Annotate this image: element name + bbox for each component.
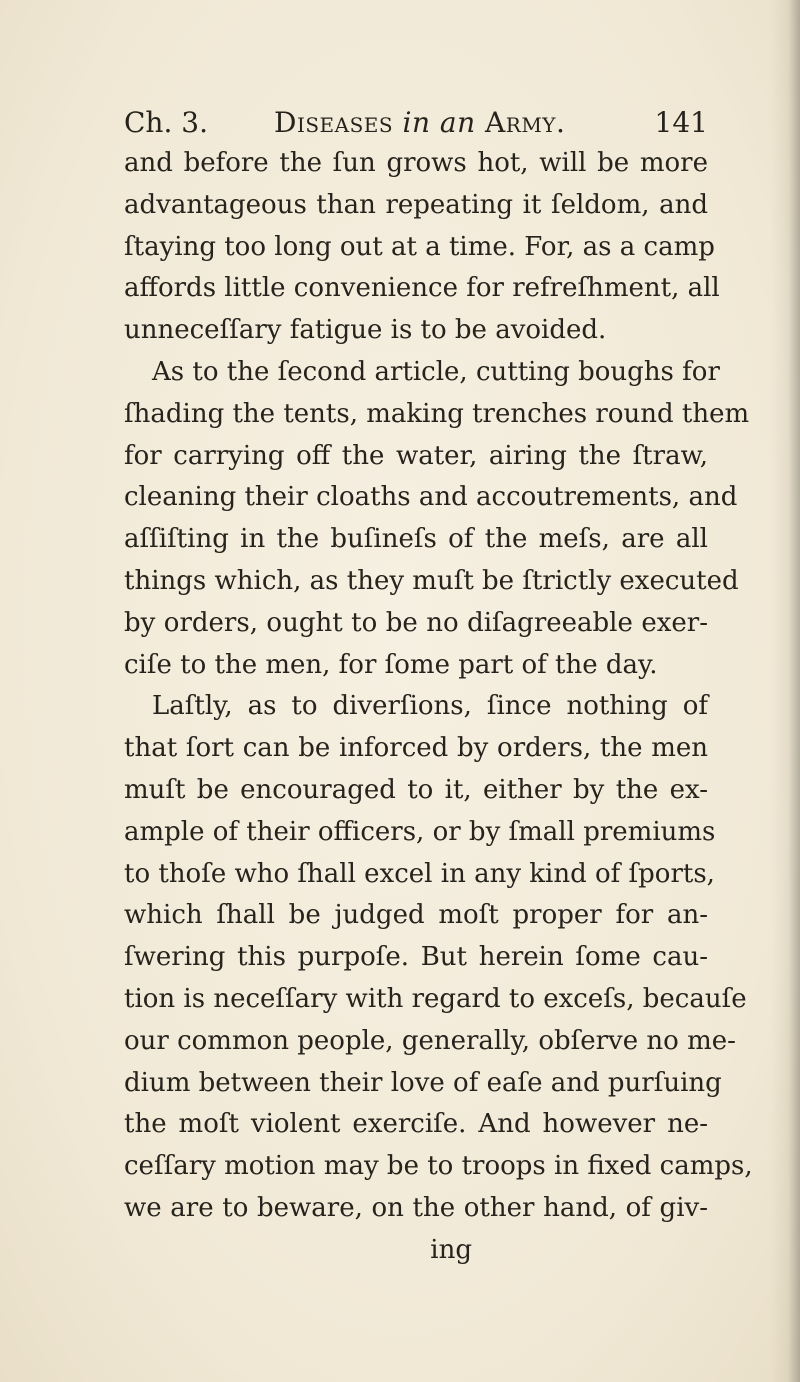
text-line: by orders, ought to be no diſagreeable exer- <box>124 607 708 638</box>
text-line: affords little convenience for refreſhment, all <box>124 273 720 304</box>
text-line: cleaning their cloaths and accoutrements, and <box>124 482 738 513</box>
text-line: aſſiſting in the buſineſs of the meſs, are all <box>124 524 708 555</box>
text-line: ceſſary motion may be to troops in fixed camps, <box>124 1151 753 1182</box>
running-title-in-an: in an <box>402 106 476 139</box>
text-line: ample of their officers, or by ſmall premiums <box>124 816 716 847</box>
text-line: advantageous than repeating it ſeldom, and <box>124 189 708 220</box>
text-line: ſhading the tents, making trenches round them <box>124 398 750 429</box>
text-line: which ſhall be judged moſt proper for an- <box>124 900 708 931</box>
running-title <box>274 103 565 143</box>
text-line: things which, as they muſt be ſtrictly executed <box>124 565 739 596</box>
text-line: ſtaying too long out at a time. For, as a camp <box>124 231 715 262</box>
text-line: muſt be encouraged to it, either by the ex- <box>124 774 708 805</box>
text-line: ſwering this purpoſe. But herein ſome cau- <box>124 942 708 973</box>
chapter-label: Ch. 3. <box>124 106 208 139</box>
page-edge-shadow <box>770 0 800 1382</box>
page-number: 141 <box>654 106 708 139</box>
text-line: unneceſſary fatigue is to be avoided. <box>124 315 607 346</box>
text-line: tion is neceſſary with regard to exceſs, becauſe <box>124 983 747 1014</box>
text-line: our common people, generally, obſerve no me- <box>124 1025 736 1056</box>
text-line: to thoſe who ſhall excel in any kind of ſports, <box>124 858 715 889</box>
text-line: for carrying off the water, airing the ſtraw, <box>124 440 708 471</box>
running-title-army: Army. <box>485 106 566 139</box>
text-line: Laſtly, as to diverſions, ſince nothing of <box>152 691 708 722</box>
text-line: we are to beware, on the other hand, of giv- <box>124 1192 708 1223</box>
text-line: As to the ſecond article, cutting boughs for <box>152 356 720 387</box>
running-header <box>124 103 708 143</box>
text-line: the moſt violent exerciſe. And however ne- <box>124 1109 708 1140</box>
text-line: ciſe to the men, for ſome part of the day. <box>124 649 658 680</box>
catchword: ing <box>430 1234 472 1265</box>
running-title-diseases: Diseases <box>274 106 394 139</box>
text-line: and before the ſun grows hot, will be more <box>124 148 708 178</box>
body-text <box>124 143 753 1272</box>
text-line: dium between their love of eaſe and purſuing <box>124 1067 722 1098</box>
text-line: that ſort can be inforced by orders, the men <box>124 733 708 764</box>
